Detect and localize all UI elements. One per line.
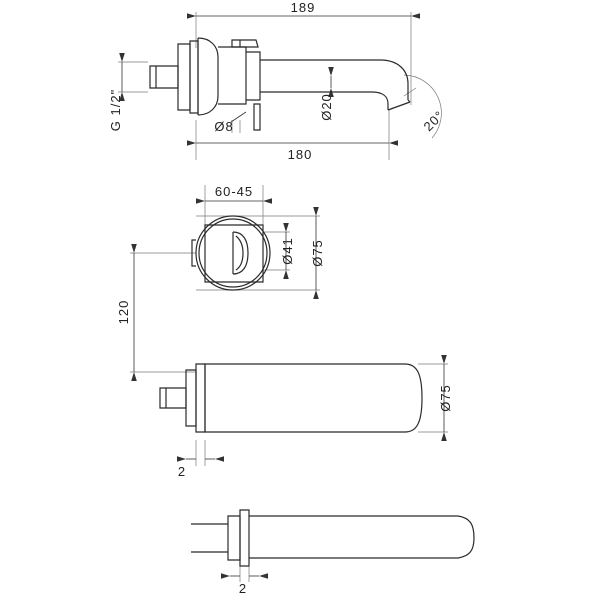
dimension-angle-20	[404, 75, 447, 138]
dimension-dia8	[214, 112, 246, 134]
dimension-thread-g-half	[108, 62, 123, 131]
angle20-label: 20°	[420, 107, 448, 135]
dimension-60-45	[205, 184, 263, 201]
dimension-dia41	[280, 232, 295, 270]
dia20-label: Ø20	[319, 93, 334, 121]
dimension-120	[116, 253, 134, 372]
dimension-180	[196, 143, 389, 162]
geometry-view2	[192, 216, 270, 290]
dimension-2-bottom	[230, 576, 259, 596]
geometry-view4	[191, 510, 474, 566]
dimension-dia20	[319, 76, 334, 121]
dimension-dia75-mid	[438, 364, 453, 432]
dimension-2-mid	[178, 459, 215, 479]
dimension-120-label: 120	[116, 299, 131, 325]
dimension-189-label: 189	[290, 0, 316, 15]
geometry-view3	[160, 364, 422, 432]
view-spout-side	[160, 364, 453, 479]
dia8-label: Ø8	[214, 119, 234, 134]
witness-lines-view4	[240, 560, 249, 582]
view-side-elevation-spout	[108, 0, 447, 162]
dia41-label: Ø41	[280, 237, 295, 265]
dimension-2-bottom-label: 2	[238, 581, 248, 596]
witness-lines-view2	[130, 185, 320, 372]
dimension-180-label: 180	[287, 147, 313, 162]
dimension-189	[196, 0, 411, 16]
dia75-top-label: Ø75	[310, 239, 325, 267]
view-spout-top	[191, 510, 474, 596]
witness-lines-view1	[118, 12, 411, 160]
thread-label: G 1/2"	[108, 88, 123, 132]
dimension-2-mid-label: 2	[177, 464, 187, 479]
dia75-mid-label: Ø75	[438, 384, 453, 412]
dimension-60-45-label: 60-45	[214, 184, 254, 199]
view-front-elevation-mixer	[116, 184, 325, 372]
geometry-view1	[150, 38, 410, 130]
dimension-dia75-top	[310, 216, 325, 290]
witness-lines-view3	[196, 364, 448, 466]
